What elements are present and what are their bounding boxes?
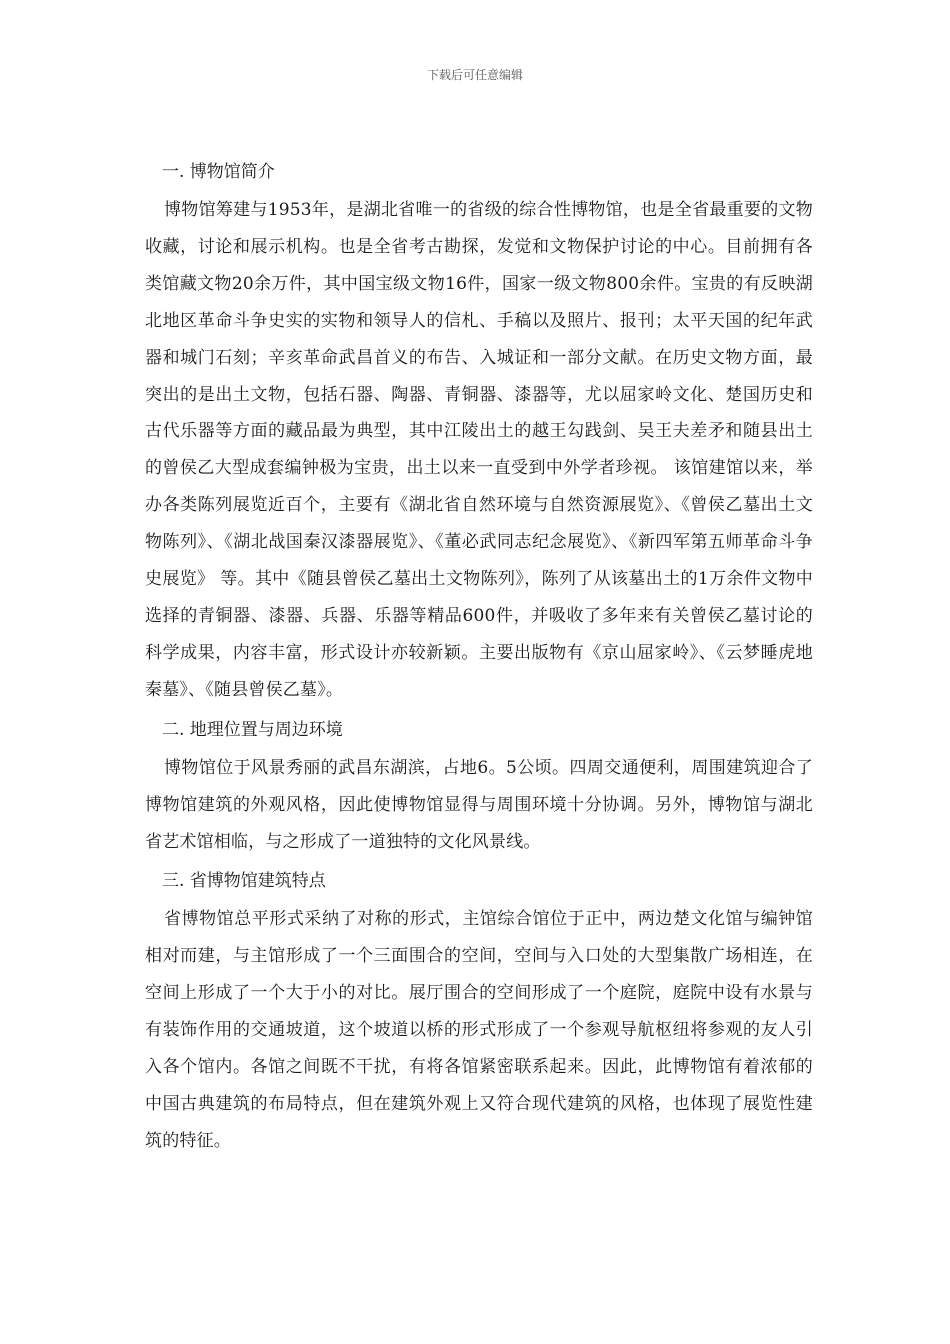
section-heading-intro: 一. 博物馆简介 <box>162 162 275 182</box>
document-body <box>145 157 813 1166</box>
section-paragraph-intro: 博物馆筹建与1953年，是湖北省唯一的省级的综合性博物馆，也是全省最重要的文物收藏，讨论和展示机构。也是全省考古勘探，发觉和文物保护讨论的中心。目前拥有各类馆藏文物20余万件，其中国宝级文物16件，国家一级文物800余件。宝贵的有反映湖北地区革命斗争史实的实物和领导人的信札、手稿以及照片、报刊；太平天国的纪年武器和城门石刻；辛亥革命武昌首义的布告、入城证和一部分文献。在历史文物方面，最突出的是出土文物，包括石器、陶器、青铜器、漆器等，尤以屈家岭文化、楚国历史和古代乐器等方面的藏品最为典型，其中江陵出土的越王勾践剑、吴王夫差矛和随县出土的曾侯乙大型成套编钟极为宝贵，出土以来一直受到中外学者珍视。 该馆建馆以来，举办各类陈列展览近百个，主要有《湖北省自然环境与自然资源展览》、《曾侯乙墓出土文物陈列》、《湖北战国秦汉漆器展览》、《董必武同志纪念展览》、《新四军第五师革命斗争史展览》 等。其中《随县曾侯乙墓出土文物陈列》，陈列了从该墓出土的1万余件文物中选择的青铜器、漆器、兵器、乐器等精品600件，并吸收了多年来有关曾侯乙墓讨论的科学成果，内容丰富，形式设计亦较新颖。主要出版物有《京山屈家岭》、《云梦睡虎地秦墓》、《随县曾侯乙墓》。 <box>145 200 813 700</box>
section-paragraph-location: 博物馆位于风景秀丽的武昌东湖滨，占地6。5公顷。四周交通便利，周围建筑迎合了博物馆建筑的外观风格，因此使博物馆显得与周围环境十分协调。另外，博物馆与湖北省艺术馆相临，与之形成了一道独特的文化风景线。 <box>145 757 813 852</box>
page-header-note: 下载后可任意编辑 <box>426 68 523 82</box>
section-paragraph-architecture: 省博物馆总平形式采纳了对称的形式，主馆综合馆位于正中，两边楚文化馆与编钟馆相对而建，与主馆形成了一个三面围合的空间，空间与入口处的大型集散广场相连，在空间上形成了一个大于小的对比。展厅围合的空间形成了一个庭院，庭院中设有水景与有装饰作用的交通坡道，这个坡道以桥的形式形成了一个参观导航枢纽将参观的友人引入各个馆内。各馆之间既不干扰，有将各馆紧密联系起来。因此，此博物馆有着浓郁的中国古典建筑的布局特点，但在建筑外观上又符合现代建筑的风格，也体现了展览性建筑的特征。 <box>145 909 813 1151</box>
section-heading-location: 二. 地理位置与周边环境 <box>162 719 343 740</box>
section-heading-architecture: 三. 省博物馆建筑特点 <box>162 871 326 892</box>
